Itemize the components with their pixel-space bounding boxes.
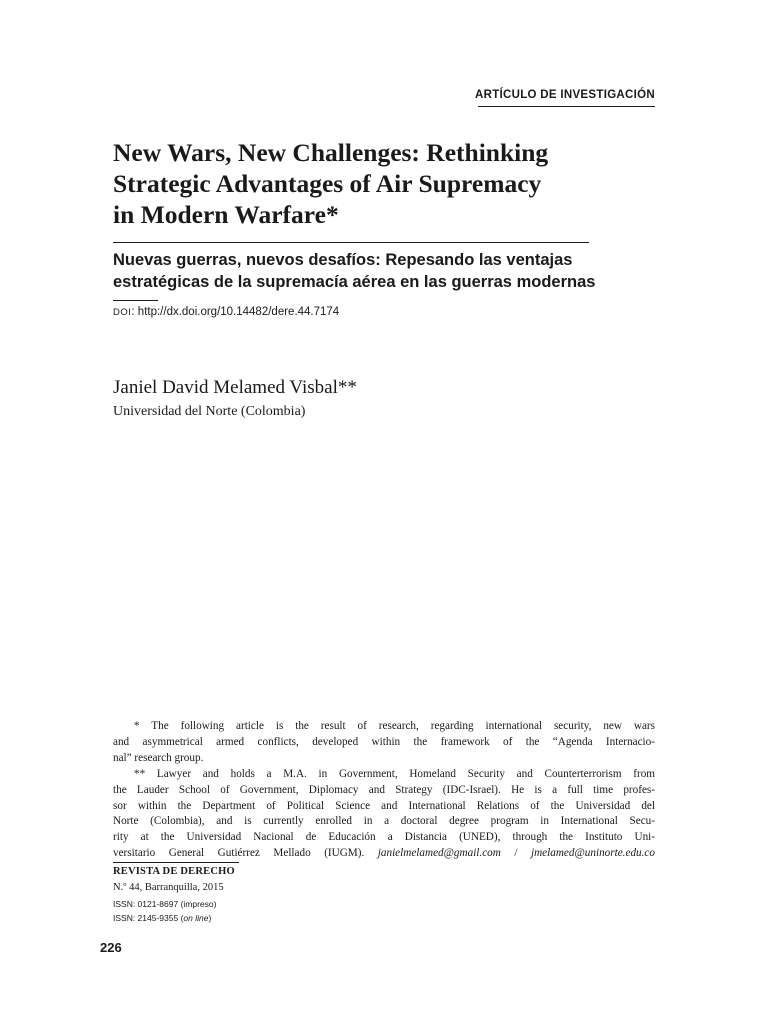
footnote-text: versitario General Gutiérrez Mellado (IUGM). — [113, 847, 378, 860]
footnote-line: nal” research group. — [113, 751, 204, 764]
footnote-line: the Lauder School of Government, Diplomacy and Strategy (IDC-Israel). He is a full time profes- — [113, 783, 655, 796]
issn-online — [113, 913, 211, 923]
title-line: New Wars, New Challenges: Rethinking — [113, 138, 549, 167]
email-link[interactable]: janielmelamed@gmail.com — [377, 847, 501, 860]
title-rule — [113, 242, 589, 243]
subtitle-line: Nuevas guerras, nuevos desafíos: Repesando las ventajas — [113, 251, 573, 269]
journal-name: REVISTA DE DERECHO — [113, 866, 235, 877]
issn-online-label: on line — [183, 913, 209, 923]
title-line: Strategic Advantages of Air Supremacy — [113, 169, 542, 198]
footnotes — [113, 719, 655, 862]
footnote-line: Norte (Colombia), and is currently enrolled in a doctoral degree program in International Secu- — [113, 815, 655, 828]
doi-separator: : — [131, 306, 135, 318]
author-name: Janiel David Melamed Visbal** — [113, 377, 357, 398]
doi-line — [113, 306, 339, 318]
page-number: 226 — [100, 940, 122, 955]
issn-online-suffix: ) — [208, 913, 212, 923]
subtitle-rule — [113, 300, 158, 301]
footnote-line: * The following article is the result of research, regarding international security, new wars — [134, 720, 655, 732]
journal-issue: N.º 44, Barranquilla, 2015 — [113, 882, 224, 893]
issn-print: ISSN: 0121-8697 (impreso) — [113, 899, 217, 909]
journal-rule — [113, 862, 239, 863]
title-line: in Modern Warfare* — [113, 200, 339, 229]
section-label: ARTÍCULO DE INVESTIGACIÓN — [474, 89, 655, 101]
subtitle-line: estratégicas de la supremacía aérea en las guerras modernas — [113, 273, 596, 291]
footnote-line: sor within the Department of Political Science and International Relations of the Universidad del — [113, 799, 655, 812]
section-rule — [478, 106, 655, 107]
email-link[interactable]: jmelamed@uninorte.edu.co — [530, 847, 655, 860]
email-separator: / — [500, 847, 531, 860]
article-subtitle — [113, 249, 673, 293]
footnote-line: ** Lawyer and holds a M.A. in Government, Homeland Security and Counterterrorism from — [134, 767, 655, 780]
doi-link[interactable]: http://dx.doi.org/10.14482/dere.44.7174 — [137, 306, 340, 318]
footnote-line: rity at the Universidad Nacional de Educación a Distancia (UNED), through the Instituto Uni- — [113, 831, 655, 844]
footnote-line-emails — [113, 846, 655, 862]
issn-online-prefix: ISSN: 2145-9355 ( — [113, 913, 184, 923]
author-affiliation: Universidad del Norte (Colombia) — [113, 404, 306, 419]
article-title — [113, 137, 633, 230]
footnote-line: and asymmetrical armed conflicts, developed within the framework of the “Agenda Internacio- — [113, 735, 655, 748]
doi-label: DOI — [113, 307, 132, 318]
